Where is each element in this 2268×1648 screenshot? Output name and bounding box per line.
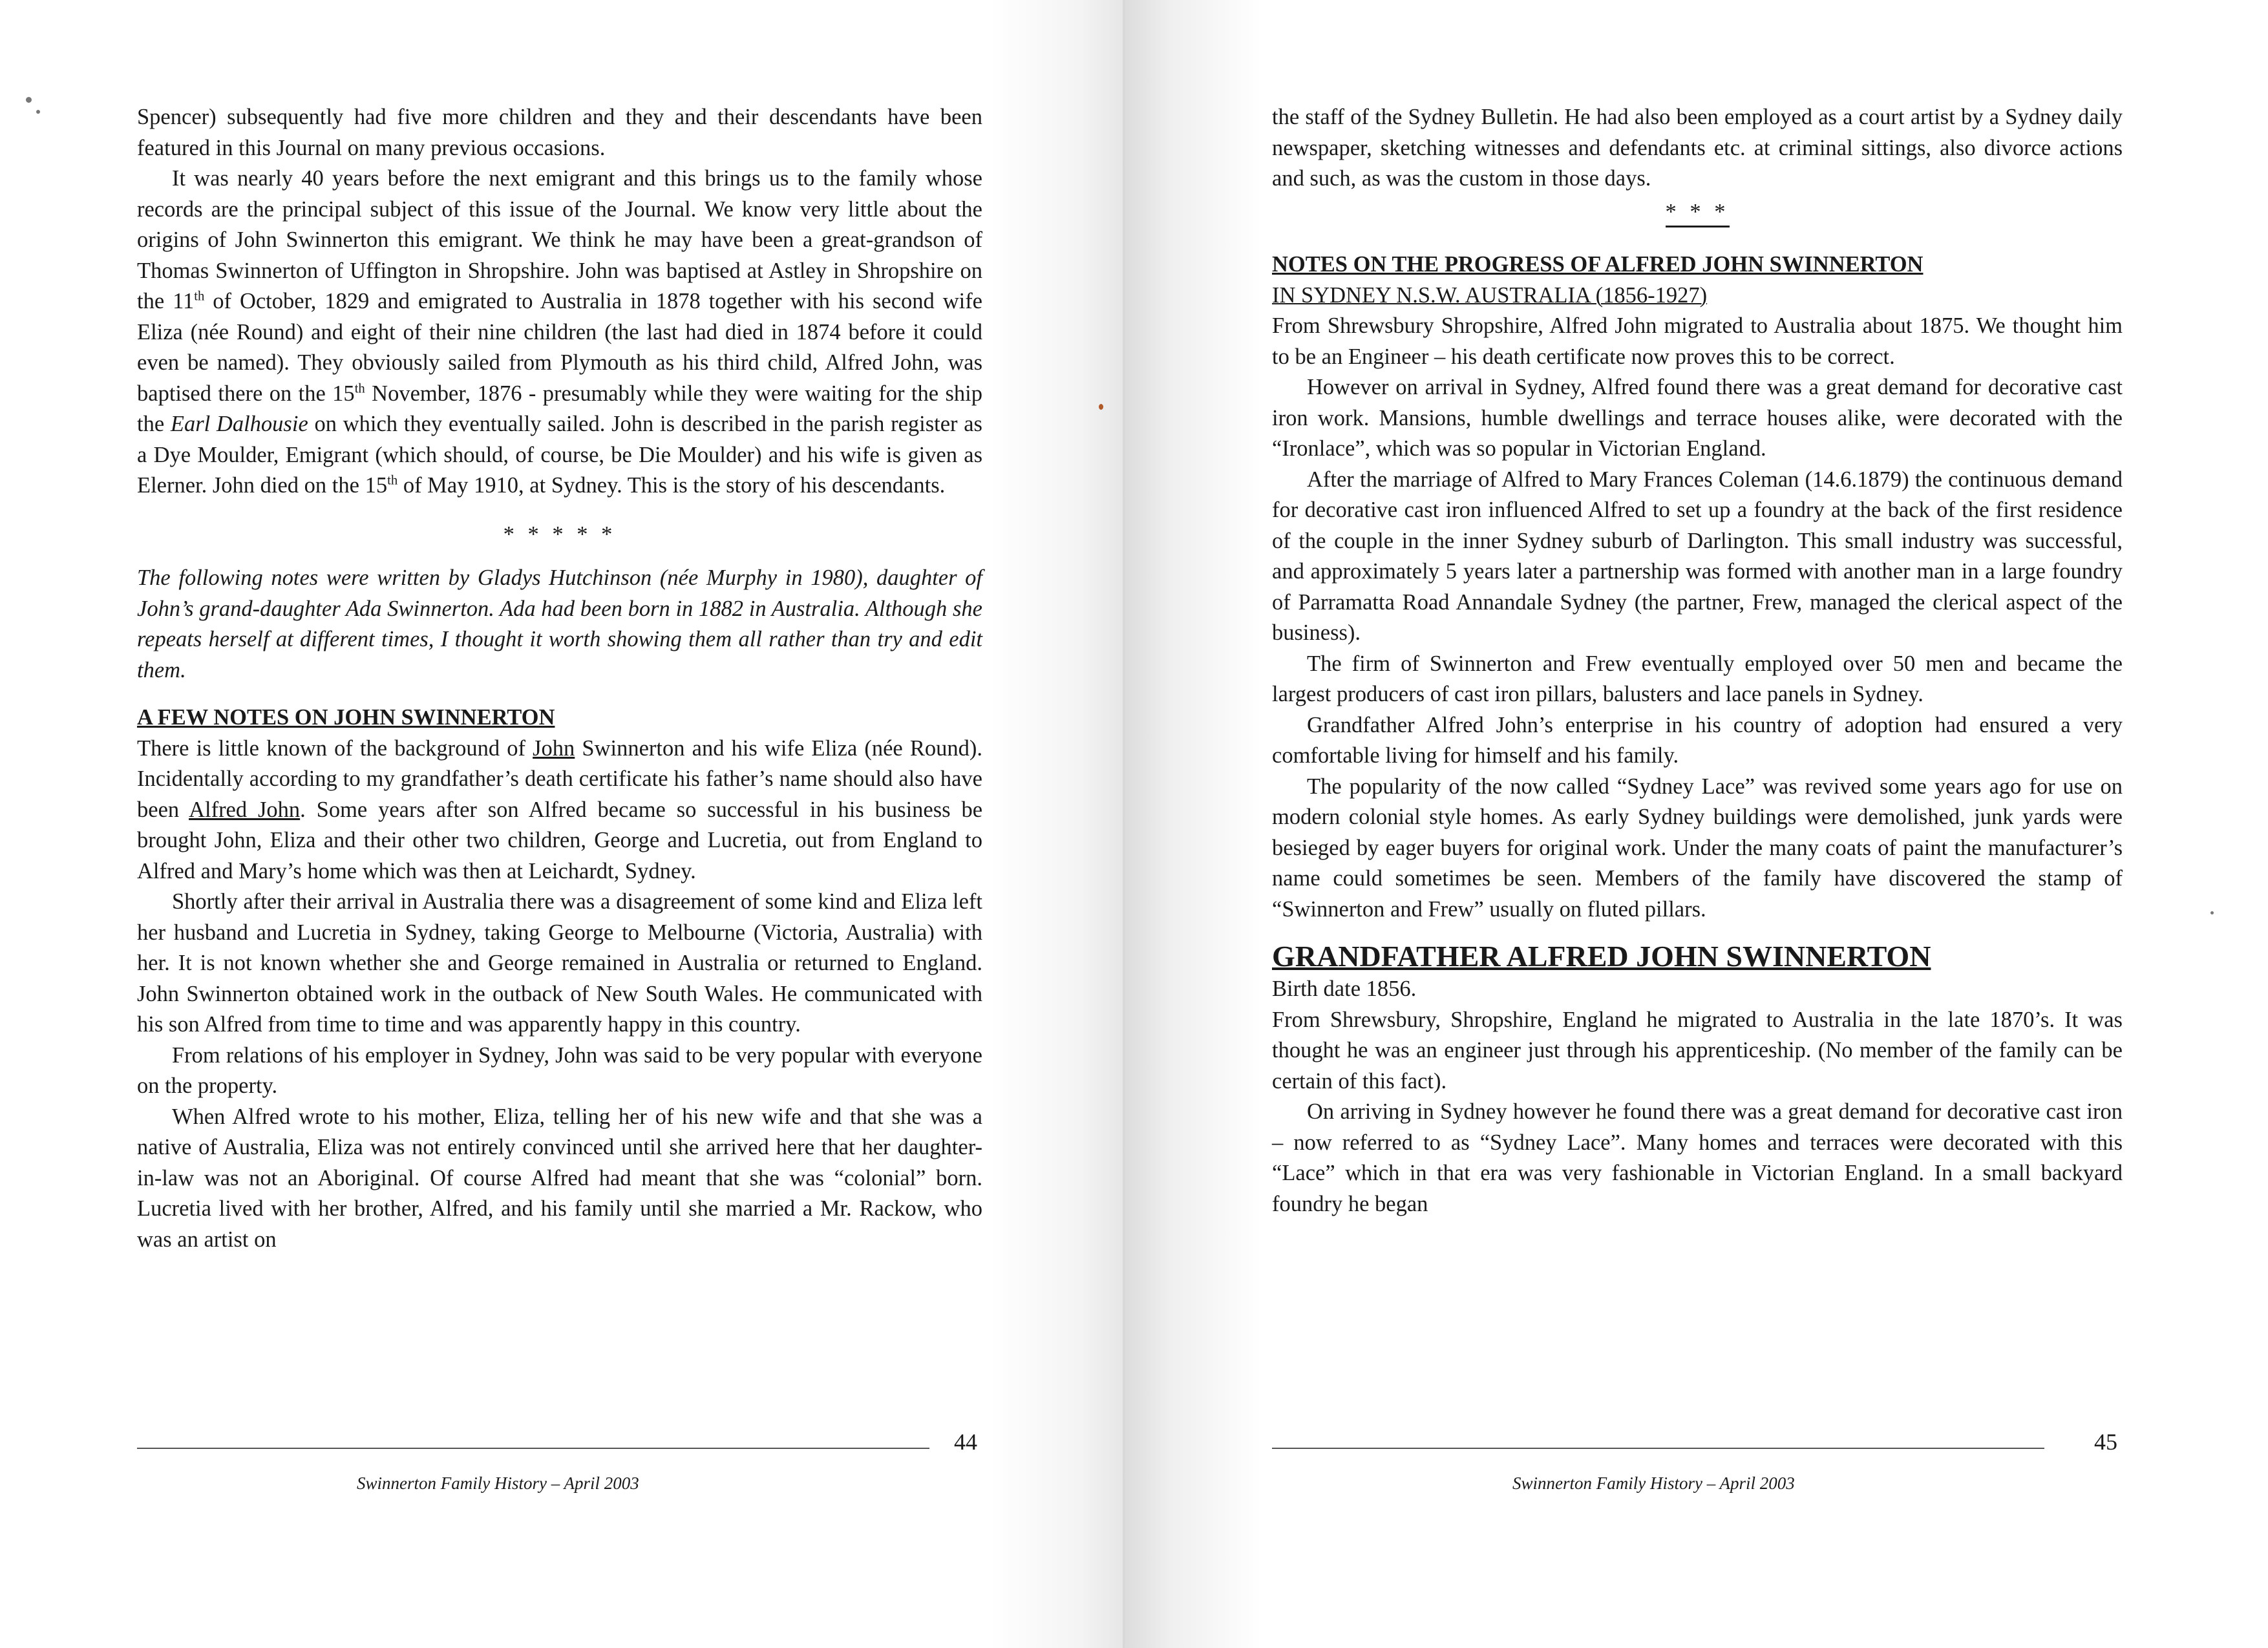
right-paragraph-5: The firm of Swinnerton and Frew eventually employed over 50 men and became the largest producers of cast iron pillars, balusters and lace panels in Sydney.	[1272, 651, 2123, 706]
left-paragraph-6: When Alfred wrote to his mother, Eliza, telling her of his new wife and that she was a native of Australia, Eliza was not entirely convinced until she arrived here that her daughter-in-law was not an Aboriginal. Of course Alfred had meant that she was “colonial” born. Lucretia lived with her brother, Alfred, and his family until she married a Mr. Rackow, who was an artist on	[137, 1104, 982, 1252]
superscript: th	[194, 289, 205, 304]
right-paragraph-1: the staff of the Sydney Bulletin. He had also been employed as a court artist by a Sydney daily newspaper, sketching witnesses and defendants etc. at criminal sittings, also divorce actions and such, as was the custom in those days.	[1272, 105, 2123, 191]
text-run: . Some years after son Alfred became so successful in his business be brought John, Eliza and their other two children, George and Lucretia, out from England to Alfred and Mary’s home which was then at Leichardt, Sydney.	[137, 797, 983, 883]
text-run: There is little known of the background of	[137, 735, 533, 761]
section-divider-stars: * * * * *	[503, 522, 617, 547]
section-heading-progress: NOTES ON THE PROGRESS OF ALFRED JOHN SWINNERTON	[1272, 252, 1924, 277]
scan-speck	[26, 97, 32, 103]
section-subheading: IN SYDNEY N.S.W. AUSTRALIA (1856-1927)	[1272, 282, 1708, 308]
left-page-body	[137, 102, 982, 1255]
page-number: 45	[2094, 1429, 2117, 1455]
scan-speck	[36, 110, 40, 114]
text-run: November, 1876 - presumably while they were waiting for the ship the	[137, 381, 982, 436]
scan-speck	[1099, 404, 1103, 410]
section-divider-stars	[1272, 197, 2123, 228]
left-paragraph-3	[137, 734, 982, 887]
right-paragraph-3: However on arrival in Sydney, Alfred found there was a great demand for decorative cast iron work. Mansions, humble dwellings and terrace houses alike, were decorated with the “Ironlace”, which was so popular in Victorian England.	[1272, 375, 2123, 461]
right-page	[1125, 0, 2268, 1648]
footer-rule	[137, 1448, 929, 1449]
editor-intro-note: The following notes were written by Gladys Hutchinson (née Murphy in 1980), daughter of John’s grand-daughter Ada Swinnerton. Ada had been born in 1882 in Australia. Although she repeats herself at different times, I thought it worth showing them all rather than try and edit them.	[137, 565, 982, 682]
section-heading-john: A FEW NOTES ON JOHN SWINNERTON	[137, 705, 555, 730]
footer-journal-title: Swinnerton Family History – April 2003	[357, 1474, 639, 1493]
right-paragraph-8: From Shrewsbury, Shropshire, England he migrated to Australia in the late 1870’s. It was thought he was an engineer just through his apprenticeship. (No member of the family can be certain of this fact).	[1272, 1007, 2123, 1093]
superscript: th	[387, 473, 398, 488]
right-paragraph-4: After the marriage of Alfred to Mary Frances Coleman (14.6.1879) the continuous demand for decorative cast iron influenced Alfred to set up a foundry at the back of the first residence of the couple in the inner Sydney suburb of Darlington. This small industry was successful, and approximately 5 years later a partnership was formed with another man in a large foundry of Parramatta Road Annandale Sydney (the partner, Frew, managed the clerical aspect of the business).	[1272, 467, 2123, 645]
underlined-name: Alfred John	[189, 797, 301, 822]
left-paragraph-1: Spencer) subsequently had five more children and they and their descendants have been featured in this Journal on many previous occasions.	[137, 105, 982, 160]
footer-rule	[1272, 1448, 2044, 1449]
section-heading-grandfather: GRANDFATHER ALFRED JOHN SWINNERTON	[1272, 940, 1931, 973]
stars-text: * * *	[1666, 200, 1730, 227]
left-paragraph-2	[137, 164, 982, 502]
ship-name: Earl Dalhousie	[170, 412, 308, 436]
left-paragraph-4: Shortly after their arrival in Australia there was a disagreement of some kind and Eliza left her husband and Lucretia in Sydney, taking George to Melbourne (Victoria, Australia) with her. It is not known whether she and George remained in Australia or returned to England. John Swinnerton obtained work in the outback of New South Wales. He communicated with his son Alfred from time to time and was apparently happy in this country.	[137, 889, 982, 1037]
text-run: of October, 1829 and emigrated to Australia in 1878 together with his second wife Eliza (née Round) and eight of their nine children (the last had died in 1874 before it could even be named). They obviously sailed from Plymouth as his third child, Alfred John, was baptised there on the 15	[137, 289, 982, 406]
right-paragraph-7: The popularity of the now called “Sydney Lace” was revived some years ago for use on modern colonial style homes. As early Sydney buildings were demolished, junk yards were besieged by eager buyers for original work. Under the many coats of paint the manufacturer’s name could sometimes be seen. Members of the family have discovered the stamp of “Swinnerton and Frew” usually on fluted pillars.	[1272, 774, 2123, 922]
underlined-name: John	[533, 735, 575, 761]
page-number: 44	[954, 1429, 977, 1455]
right-paragraph-6: Grandfather Alfred John’s enterprise in his country of adoption had ensured a very comfortable living for himself and his family.	[1272, 712, 2123, 768]
scan-speck	[2210, 911, 2214, 914]
superscript: th	[354, 381, 365, 396]
birth-date-line: Birth date 1856.	[1272, 977, 1417, 1001]
text-run: on which they eventually sailed. John is described in the parish register as a Dye Moulder, Emigrant (which should, of course, be Die Moulder) and his wife is given as Elerner. John died on the 15	[137, 412, 982, 498]
text-run: It was nearly 40 years before the next emigrant and this brings us to the family whose records are the principal subject of this issue of the Journal. We know very little about the origins of John Swinnerton this emigrant. We think he may have been a great-grandson of Thomas Swinnerton of Uffington in Shropshire. John was baptised at Astley in Shropshire on the 11	[137, 166, 982, 313]
footer-journal-title: Swinnerton Family History – April 2003	[1512, 1474, 1795, 1493]
right-paragraph-9: On arriving in Sydney however he found there was a great demand for decorative cast iron – now referred to as “Sydney Lace”. Many homes and terraces were decorated with this “Lace” which in that era was very fashionable in Victorian England. In a small backyard foundry he began	[1272, 1099, 2123, 1216]
right-paragraph-2: From Shrewsbury Shropshire, Alfred John migrated to Australia about 1875. We thought him to be an Engineer – his death certificate now proves this to be correct.	[1272, 313, 2123, 369]
left-page	[0, 0, 1125, 1648]
left-paragraph-5: From relations of his employer in Sydney, John was said to be very popular with everyone on the property.	[137, 1042, 982, 1098]
right-page-body	[1272, 102, 2123, 1220]
text-run: Swinnerton and his wife Eliza (née Round). Incidentally according to my grandfather’s death certificate his father’s name should also have been	[137, 735, 982, 822]
text-run: of May 1910, at Sydney. This is the story of his descendants.	[397, 473, 946, 498]
